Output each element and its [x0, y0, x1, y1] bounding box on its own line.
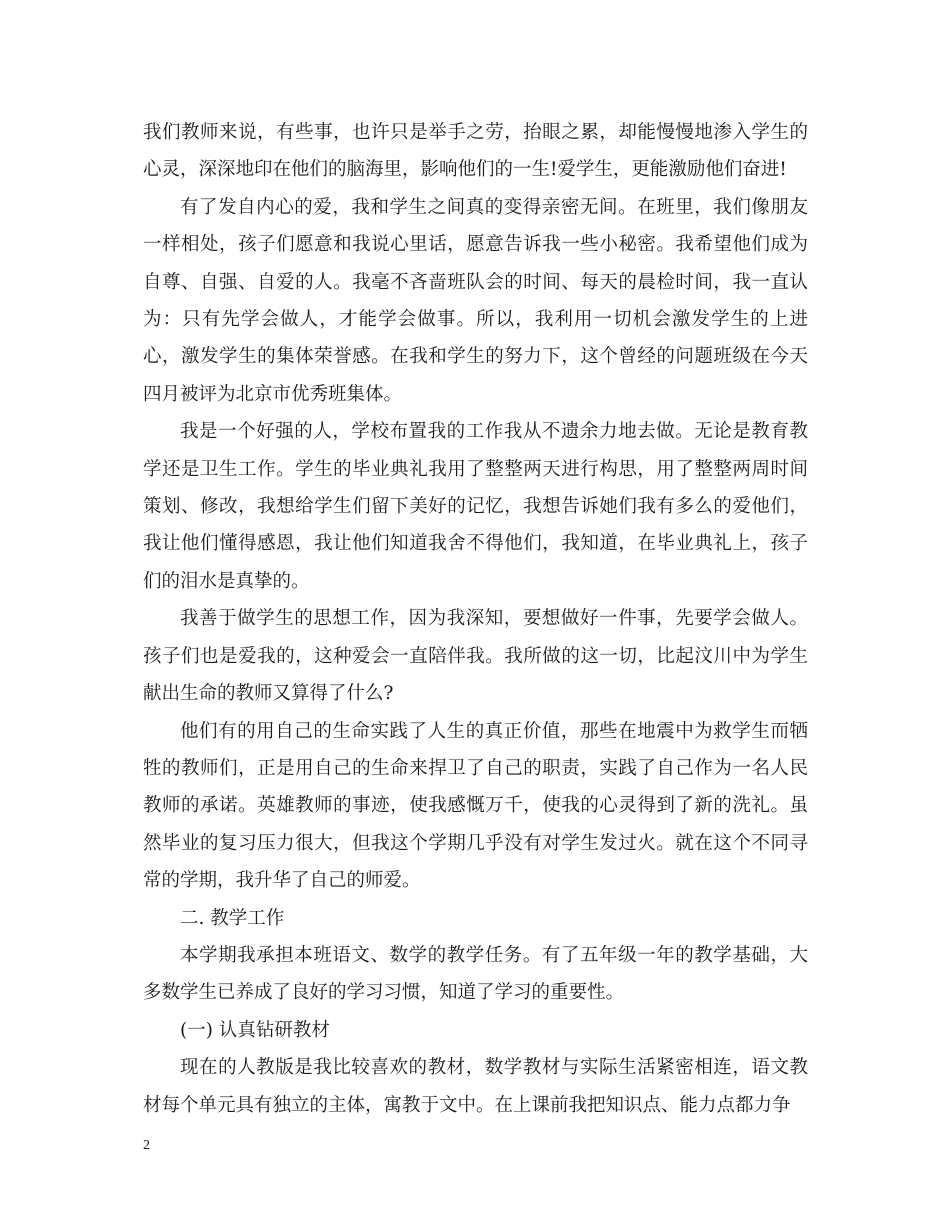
paragraph: 本学期我承担本班语文、数学的教学任务。有了五年级一年的教学基础，大多数学生已养成了良好的学习习惯，知道了学习的重要性。 [143, 944, 808, 1004]
subsection-heading: (一) 认真钻研教材 [180, 1019, 330, 1041]
paragraph: 我们教师来说，有些事，也许只是举手之劳，抬眼之累，却能慢慢地渗入学生的心灵，深深地印在他们的脑海里，影响他们的一生!爱学生，更能激励他们奋进! [143, 122, 808, 181]
paragraph: 我善于做学生的思想工作，因为我深知，要想做好一件事，先要学会做人。孩子们也是爱我的，这种爱会一直陪伴我。我所做的这一切，比起汶川中为学生献出生命的教师又算得了什么? [143, 608, 808, 705]
page-number: 2 [143, 1138, 150, 1153]
paragraph: 我是一个好强的人，学校布置我的工作我从不遗余力地去做。无论是教育教学还是卫生工作。学生的毕业典礼我用了整整两天进行构思，用了整整两周时间策划、修改，我想给学生们留下美好的记忆，我想告诉她们我有多么的爱他们，我让他们懂得感恩，我让他们知道我舍不得他们，我知道，在毕业典礼上，孩子们的泪水是真挚的。 [143, 421, 808, 592]
paragraph: 现在的人教版是我比较喜欢的教材，数学教材与实际生活紧密相连，语文教材每个单元具有独立的主体，寓教于文中。在上课前我把知识点、能力点都力争 [143, 1057, 808, 1116]
section-heading: 二. 教学工作 [180, 907, 285, 929]
document-body [143, 114, 808, 1124]
paragraph: 有了发自内心的爱，我和学生之间真的变得亲密无间。在班里，我们像朋友一样相处，孩子们愿意和我说心里话，愿意告诉我一些小秘密。我希望他们成为自尊、自强、自爱的人。我毫不吝啬班队会的时间、每天的晨检时间，我一直认为：只有先学会做人，才能学会做事。所以，我利用一切机会激发学生的上进心，激发学生的集体荣誉感。在我和学生的努力下，这个曾经的问题班级在今天四月被评为北京市优秀班集体。 [143, 196, 808, 405]
paragraph: 他们有的用自己的生命实践了人生的真正价值，那些在地震中为救学生而牺牲的教师们，正是用自己的生命来捍卫了自己的职责，实践了自己作为一名人民教师的承诺。英雄教师的事迹，使我感慨万千，使我的心灵得到了新的洗礼。虽然毕业的复习压力很大，但我这个学期几乎没有对学生发过火。就在这个不同寻常的学期，我升华了自己的师爱。 [143, 720, 808, 892]
